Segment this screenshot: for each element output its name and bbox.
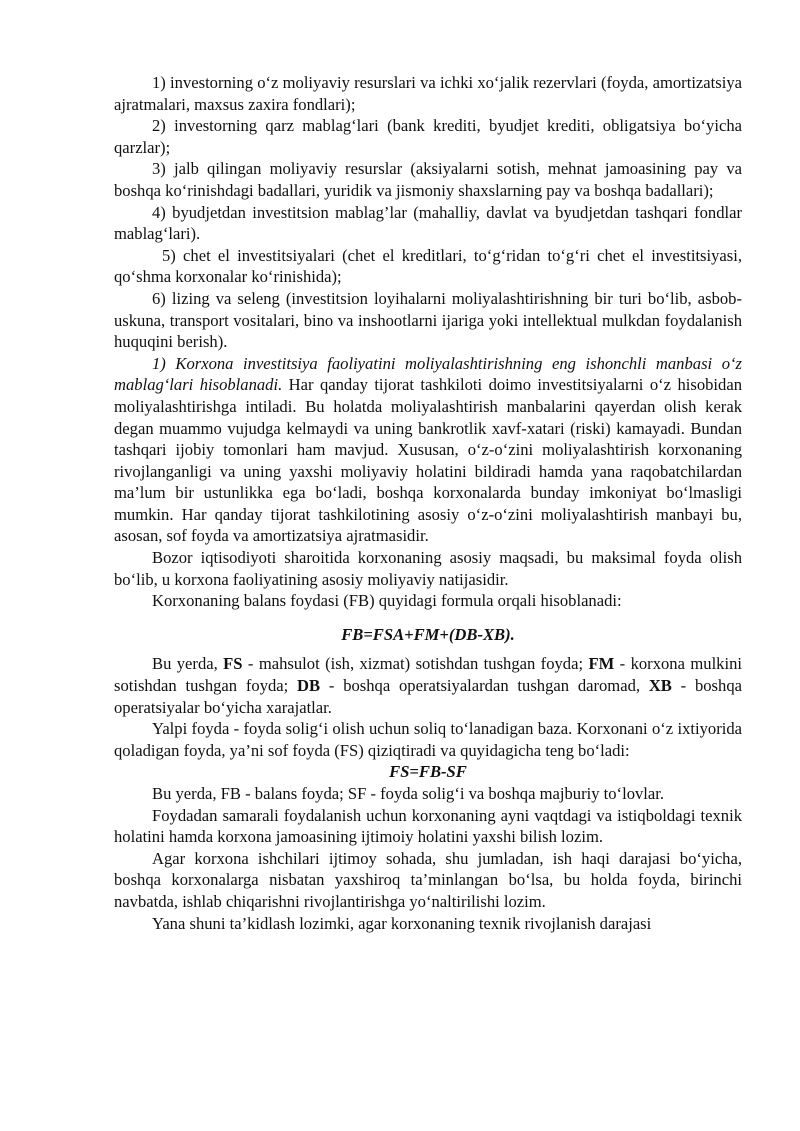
document-page xyxy=(114,72,742,934)
paragraph-7-italic-lead: 1) Korxona investitsiya faoliyatini moliyalashtirishning eng ishonchli manbasi o‘z mablag‘lari hisoblanadi. xyxy=(114,353,742,395)
paragraph-1: 1) investorning o‘z moliyaviy resurslari va ichki xo‘jalik rezervlari (foyda, amortizatsiya ajratmalari, maxsus zaxira fondlari); xyxy=(114,73,742,114)
paragraph-13: Foydadan samarali foydalanish uchun korxonaning ayni vaqtdagi va istiqboldagi texnik holatini hamda korxona jamoasining ijtimoiy holatini yaxshi bilish lozim. xyxy=(114,805,742,847)
paragraph-6: 6) lizing va seleng (investitsion loyihalarni moliyalashtirishning bir turi bo‘lib, asbob-uskuna, transport vositalari, bino va inshootlarni ijariga yoki intellektual mulkdan foydalanish huquqini berish). xyxy=(114,288,742,352)
paragraph-5: 5) chet el investitsiyalari (chet el kreditlari, to‘g‘ridan to‘g‘ri chet el investitsiyasi, qo‘shma korxonalar ko‘rinishida); xyxy=(114,245,742,287)
term-xb: XB xyxy=(648,676,672,696)
paragraph-9: Korxonaning balans foydasi (FB) quyidagi formula orqali hisoblanadi: xyxy=(152,591,622,611)
paragraph-10 xyxy=(114,653,742,718)
text: Bu yerda, xyxy=(152,654,224,674)
formula-balance-profit: FB=FSA+FM+(DB-XB). xyxy=(341,624,515,644)
text: - mahsulot (ish, xizmat) sotishdan tushgan foyda; xyxy=(242,654,589,674)
term-db: DB xyxy=(297,676,321,696)
text: - boshqa operatsiyalar bo‘yicha xarajatlar. xyxy=(114,676,742,717)
paragraph-12: Bu yerda, FB - balans foyda; SF - foyda solig‘i va boshqa majburiy to‘lovlar. xyxy=(152,784,665,803)
paragraph-8: Bozor iqtisodiyoti sharoitida korxonaning asosiy maqsadi, bu maksimal foyda olish bo‘lib, u korxona faoliyatining asosiy moliyaviy natijasidir. xyxy=(114,548,742,589)
paragraph-7-body: Har qanday tijorat tashkiloti doimo investitsiyalarni o‘z hisobidan moliyalashtirishga intiladi. Bu holatda moliyalashtirish manbalarini qayerdan olish kerak degan muammo vujudga kelmaydi va uning bankrotlik xavf-xatari (riski) kamayadi. Bundan tashqari ijobiy tomonlari ham mavjud. Xususan, o‘z-o‘zini moliyalashtirish korxonaning rivojlanganligi va uning yaxshi moliyaviy holatini bildiradi hamda yana raqobatchilardan ma’lum bir ustunlikka ega bo‘ladi, boshqa korxonalarda bunday imkoniyat bo‘lmasligi mumkin. Har qanday tijorat tashkilotining asosiy o‘z-o‘zini moliyalashtirish manbayi bu, asosan, sof foyda va amortizatsiya ajratmasidir. xyxy=(114,375,742,546)
paragraph-14: Agar korxona ishchilari ijtimoy sohada, shu jumladan, ish haqi darajasi bo‘yicha, boshqa korxonalarga nisbatan yaxshiroq ta’minlangan bo‘lsa, bu holda foyda, birinchi navbatda, ishlab chiqarishni rivojlantirishga yo‘naltirilishi lozim. xyxy=(114,848,742,911)
term-fs: FS xyxy=(223,654,243,674)
text: - korxona mulkini sotishdan tushgan foyda; xyxy=(114,654,742,696)
term-fm: FM xyxy=(588,654,615,674)
text: - boshqa operatsiyalardan tushgan daromad, xyxy=(320,676,649,696)
paragraph-2: 2) investorning qarz mablag‘lari (bank krediti, byudjet krediti, obligatsiya bo‘yicha qarzlar); xyxy=(114,116,742,157)
formula-net-profit: FS=FB-SF xyxy=(389,762,467,782)
paragraph-11: Yalpi foyda - foyda solig‘i olish uchun soliq to‘lanadigan baza. Korxonani o‘z ixtiyorida qoladigan foyda, ya’ni sof foyda (FS) qiziqtiradi va quyidagicha teng bo‘ladi: xyxy=(114,719,742,760)
paragraph-15: Yana shuni ta’kidlash lozimki, agar korxonaning texnik rivojlanish darajasi xyxy=(152,913,652,933)
paragraph-4: 4) byudjetdan investitsion mablag’lar (mahalliy, davlat va byudjetdan tashqari fondlar mablag‘lari). xyxy=(114,202,742,244)
paragraph-7 xyxy=(114,353,742,547)
paragraph-3: 3) jalb qilingan moliyaviy resurslar (aksiyalarni sotish, mehnat jamoasining pay va boshqa ko‘rinishdagi badallari, yuridik va jismoniy shaxslarning pay va boshqa badallari); xyxy=(114,159,742,200)
